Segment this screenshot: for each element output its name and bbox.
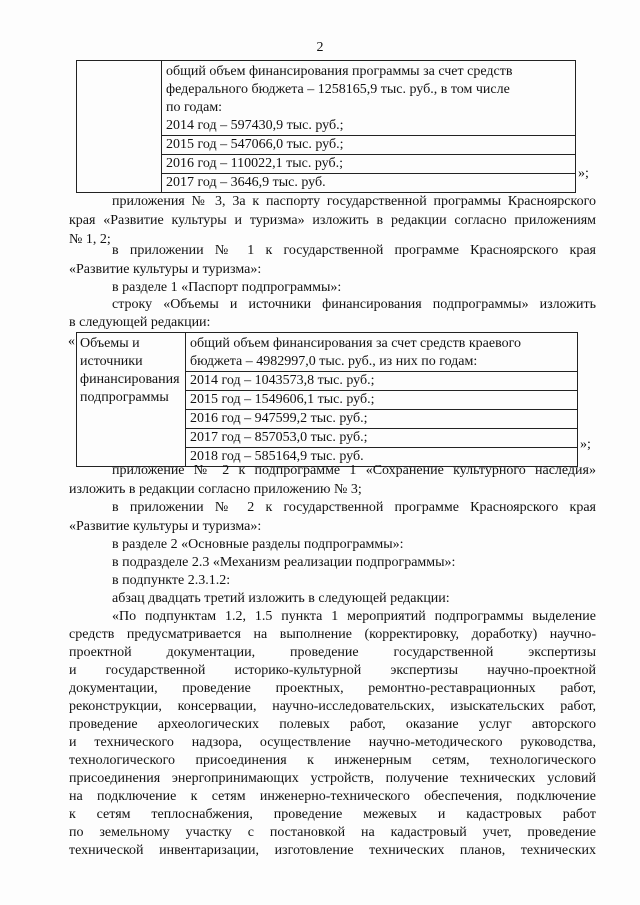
paragraph-line: проектной документации, проведение государственной экспертизы — [69, 645, 596, 660]
paragraph-line: технологического присоединения к инженерным сетям, технологического — [69, 753, 596, 768]
table2-left-cell — [77, 333, 186, 467]
table2-left-line: Объемы и — [80, 336, 140, 351]
paragraph-line: и государственной историко-культурной экспертизы научно-проектной — [69, 663, 596, 678]
paragraph-line: реконструкции, консервации, научно-исследовательских, изыскательских работ, — [69, 699, 596, 714]
table2-line: 2017 год – 857053,0 тыс. руб.; — [186, 429, 577, 448]
paragraph-line: и технического надзора, осуществление научно-методического руководства, — [69, 735, 596, 750]
table2-left-line: подпрограммы — [80, 390, 169, 405]
financing-table-regional — [76, 332, 578, 467]
paragraph-line: средств предусматривается на выполнение (корректировку, доработку) научно- — [69, 627, 596, 642]
paragraph-line: к сетям теплоснабжения, проведение межевых и кадастровых работ — [69, 807, 596, 822]
paragraph-line: приложения № 3, 3а к паспорту государственной программы Красноярского — [112, 194, 596, 209]
paragraph-line: на подключение к сетям инженерно-технического обеспечения, подключение — [69, 789, 596, 804]
paragraph-line: изложить в редакции согласно приложению № 3; — [69, 482, 362, 497]
paragraph-line: в разделе 1 «Паспорт подпрограммы»: — [112, 280, 342, 295]
table1-right-cell — [162, 61, 576, 193]
paragraph-line: края «Развитие культуры и туризма» изложить в редакции согласно приложениям — [69, 213, 596, 228]
table1-left-cell — [77, 61, 162, 193]
table2-open-quote: « — [68, 334, 75, 349]
table2-left-line: источники — [80, 354, 143, 369]
table2-closing-quote: »; — [580, 437, 591, 452]
table2-line: 2016 год – 947599,2 тыс. руб.; — [186, 410, 577, 429]
paragraph-line: в разделе 2 «Основные разделы подпрограммы»: — [112, 537, 404, 552]
table2-left-line: финансирования — [80, 372, 180, 387]
table2-right-cell — [186, 333, 578, 467]
paragraph-line: проведение археологических полевых работ, оказание услуг авторского — [69, 717, 596, 732]
table2-line: бюджета – 4982997,0 тыс. руб., из них по годам: — [186, 353, 577, 372]
paragraph-line: в приложении № 1 к государственной программе Красноярского края — [112, 243, 596, 258]
paragraph-line: в следующей редакции: — [69, 315, 211, 330]
table1-line: 2016 год – 110022,1 тыс. руб.; — [162, 155, 575, 174]
paragraph-line: присоединения энергопринимающих устройств, получение технических условий — [69, 771, 596, 786]
paragraph-line: «Развитие культуры и туризма»: — [69, 262, 262, 277]
table2-line: 2015 год – 1549606,1 тыс. руб.; — [186, 391, 577, 410]
paragraph-line: строку «Объемы и источники финансирования подпрограммы» изложить — [112, 297, 596, 312]
table1-closing-quote: »; — [578, 166, 589, 181]
table2-line: общий объем финансирования за счет средств краевого — [190, 336, 522, 351]
paragraph-line: в приложении № 2 к государственной программе Красноярского края — [112, 500, 596, 515]
table1-line: 2015 год – 547066,0 тыс. руб.; — [162, 136, 575, 155]
table1-line: общий объем финансирования программы за счет средств — [166, 64, 513, 79]
table1-line: 2014 год – 597430,9 тыс. руб.; — [162, 117, 575, 136]
table1-line: 2017 год – 3646,9 тыс. руб. — [166, 175, 326, 190]
financing-table-federal — [76, 60, 576, 193]
paragraph-line: документации, проведение проектных, ремонтно-реставрационных работ, — [69, 681, 596, 696]
paragraph-line: в подпункте 2.3.1.2: — [112, 573, 231, 588]
page-number: 2 — [316, 40, 324, 55]
paragraph-line: по земельному участку с постановкой на кадастровый учет, проведение — [69, 825, 596, 840]
table2-line: 2018 год – 585164,9 тыс. руб. — [190, 449, 364, 464]
table1-line: федерального бюджета – 1258165,9 тыс. руб., в том числе — [166, 82, 510, 97]
paragraph-line: «По подпунктам 1.2, 1.5 пункта 1 мероприятий подпрограммы выделение — [112, 609, 596, 624]
paragraph-line: технической инвентаризации, изготовление технических планов, технических — [69, 843, 596, 858]
table2-line: 2014 год – 1043573,8 тыс. руб.; — [186, 372, 577, 391]
paragraph-line: абзац двадцать третий изложить в следующей редакции: — [112, 591, 450, 606]
table1-line: по годам: — [166, 100, 223, 115]
paragraph-line: в подразделе 2.3 «Механизм реализации подпрограммы»: — [112, 555, 456, 570]
paragraph-line: приложение № 2 к подпрограмме 1 «Сохранение культурного наследия» — [112, 463, 596, 478]
paragraph-line: № 1, 2; — [69, 232, 111, 247]
paragraph-line: «Развитие культуры и туризма»: — [69, 519, 262, 534]
